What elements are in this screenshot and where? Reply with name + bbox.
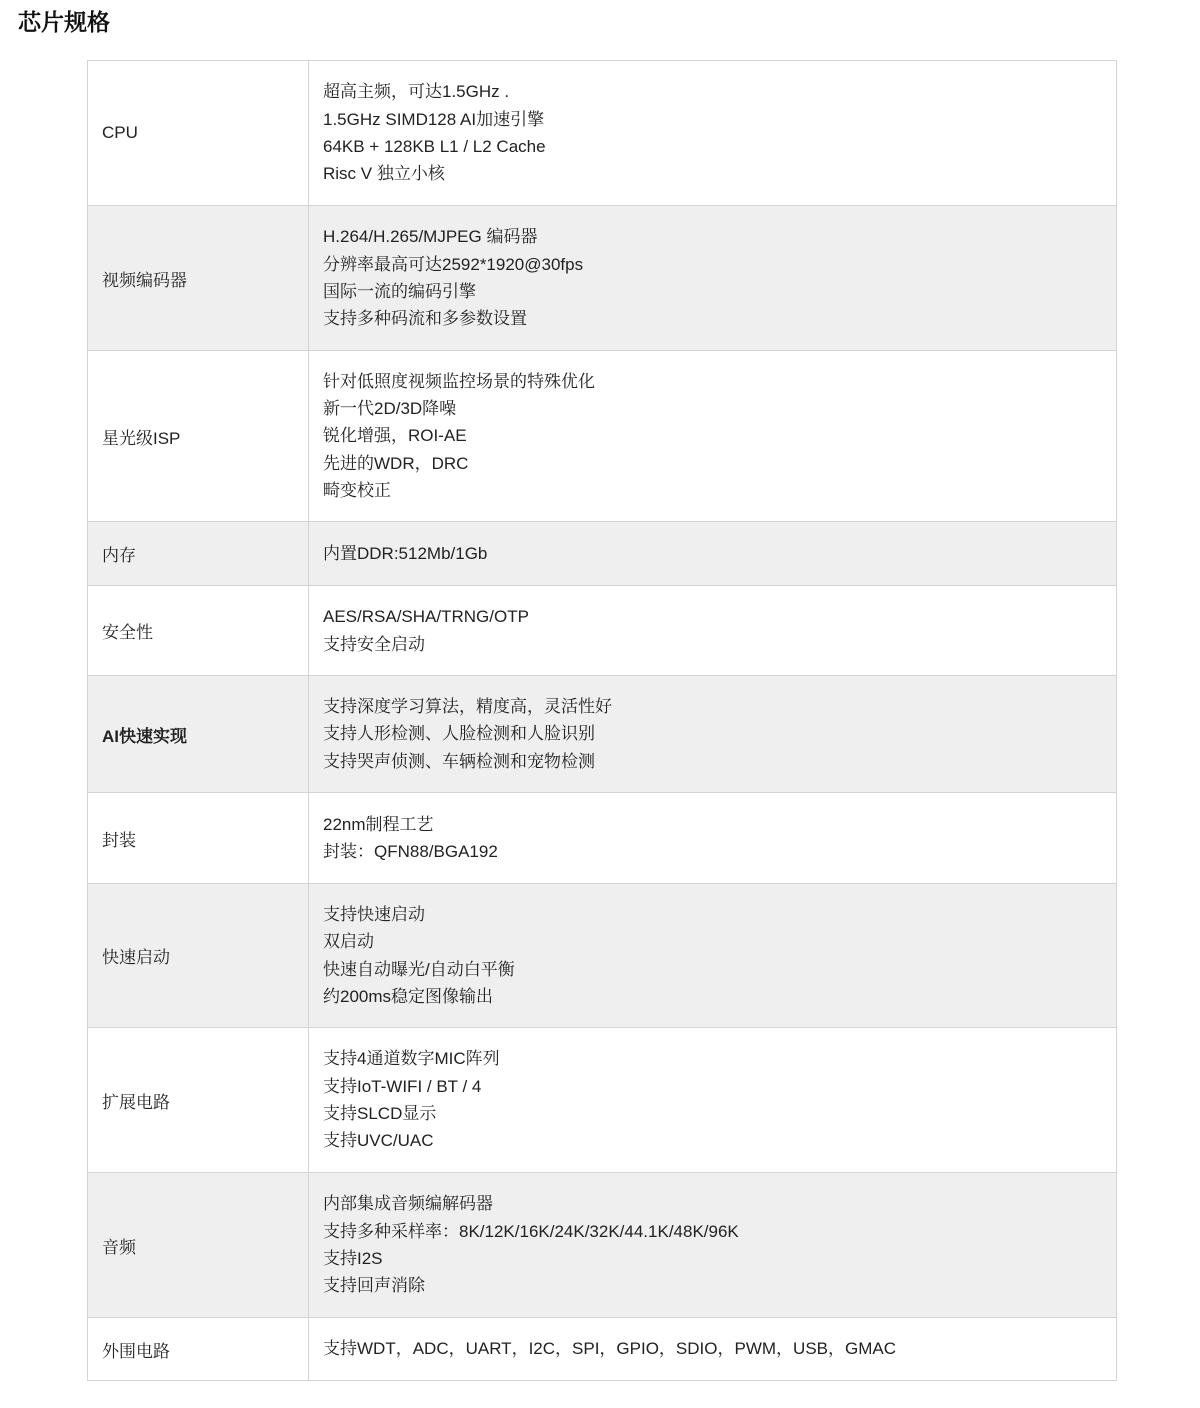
spec-value bbox=[309, 793, 1117, 884]
spec-value-line: 内部集成音频编解码器 bbox=[323, 1194, 493, 1214]
spec-value-line: 支持4通道数字MIC阵列 bbox=[323, 1049, 500, 1069]
spec-value-line: 双启动 bbox=[323, 932, 374, 952]
spec-value-line: 1.5GHz SIMD128 AI加速引擎 bbox=[323, 109, 545, 129]
spec-table bbox=[87, 60, 1117, 1381]
spec-value-line: 快速自动曝光/自动白平衡 bbox=[323, 959, 515, 979]
spec-label: 快速启动 bbox=[88, 884, 309, 1028]
spec-row bbox=[88, 1173, 1117, 1318]
spec-label: 安全性 bbox=[88, 586, 309, 676]
spec-value-line: 约200ms稳定图像输出 bbox=[323, 986, 494, 1006]
spec-value bbox=[309, 522, 1117, 586]
spec-row bbox=[88, 351, 1117, 522]
spec-label: 内存 bbox=[88, 522, 309, 586]
spec-value bbox=[309, 676, 1117, 793]
spec-row bbox=[88, 793, 1117, 884]
spec-value-line: 支持快速启动 bbox=[323, 904, 425, 924]
spec-value-line: 支持回声消除 bbox=[323, 1276, 425, 1296]
spec-value-line: 支持IoT-WIFI / BT / 4 bbox=[323, 1076, 482, 1096]
spec-value bbox=[309, 1318, 1117, 1381]
spec-label: CPU bbox=[88, 61, 309, 206]
spec-value-line: AES/RSA/SHA/TRNG/OTP bbox=[323, 607, 529, 627]
spec-value-line: 支持多种码流和多参数设置 bbox=[323, 309, 527, 329]
spec-value-line: 针对低照度视频监控场景的特殊优化 bbox=[323, 371, 595, 391]
spec-label: 外围电路 bbox=[88, 1318, 309, 1381]
spec-value bbox=[309, 1028, 1117, 1173]
spec-value-line: 国际一流的编码引擎 bbox=[323, 282, 476, 301]
spec-row bbox=[88, 206, 1117, 351]
spec-row bbox=[88, 522, 1117, 586]
spec-value-line: Risc V 独立小核 bbox=[323, 164, 445, 184]
spec-value-line: 22nm制程工艺 bbox=[323, 814, 434, 834]
spec-table-body bbox=[88, 61, 1117, 1381]
spec-value bbox=[309, 206, 1117, 351]
spec-value-line: 支持I2S bbox=[323, 1249, 383, 1268]
spec-value-line: 支持SLCD显示 bbox=[323, 1104, 437, 1123]
spec-value-line: 封装：QFN88/BGA192 bbox=[323, 842, 498, 861]
spec-value bbox=[309, 61, 1117, 206]
spec-value bbox=[309, 351, 1117, 522]
spec-value-line: 支持多种采样率：8K/12K/16K/24K/32K/44.1K/48K/96K bbox=[323, 1221, 739, 1241]
spec-label: 视频编码器 bbox=[88, 206, 309, 351]
page-title: 芯片规格 bbox=[18, 9, 110, 36]
spec-value bbox=[309, 1173, 1117, 1318]
spec-value bbox=[309, 884, 1117, 1028]
spec-value-line: 畸变校正 bbox=[323, 480, 391, 500]
spec-row bbox=[88, 884, 1117, 1028]
spec-value-line: H.264/H.265/MJPEG 编码器 bbox=[323, 227, 538, 247]
spec-row bbox=[88, 1318, 1117, 1381]
spec-value-line: 分辨率最高可达2592*1920@30fps bbox=[323, 254, 584, 274]
spec-value-line: 超高主频，可达1.5GHz . bbox=[323, 82, 510, 102]
spec-value-line: 支持深度学习算法，精度高，灵活性好 bbox=[323, 697, 612, 717]
spec-value-line: 支持WDT，ADC，UART，I2C，SPI，GPIO，SDIO，PWM，USB，GMAC bbox=[323, 1339, 896, 1359]
spec-value-line: 64KB + 128KB L1 / L2 Cache bbox=[323, 137, 546, 156]
spec-value-line: 支持UVC/UAC bbox=[323, 1131, 434, 1151]
spec-row bbox=[88, 586, 1117, 676]
spec-value-line: 支持人形检测、人脸检测和人脸识别 bbox=[323, 724, 595, 744]
spec-row bbox=[88, 676, 1117, 793]
spec-value-line: 锐化增强，ROI-AE bbox=[323, 426, 467, 446]
spec-label: 音频 bbox=[88, 1173, 309, 1318]
spec-row bbox=[88, 1028, 1117, 1173]
spec-row bbox=[88, 61, 1117, 206]
spec-value-line: 先进的WDR，DRC bbox=[323, 453, 469, 473]
spec-value-line: 内置DDR:512Mb/1Gb bbox=[323, 543, 488, 563]
spec-label: AI快速实现 bbox=[88, 676, 309, 793]
spec-value-line: 支持哭声侦测、车辆检测和宠物检测 bbox=[323, 751, 595, 771]
spec-value bbox=[309, 586, 1117, 676]
spec-label: 扩展电路 bbox=[88, 1028, 309, 1173]
spec-label: 封装 bbox=[88, 793, 309, 884]
spec-value-line: 支持安全启动 bbox=[323, 634, 425, 654]
spec-value-line: 新一代2D/3D降噪 bbox=[323, 399, 457, 419]
spec-label: 星光级ISP bbox=[88, 351, 309, 522]
